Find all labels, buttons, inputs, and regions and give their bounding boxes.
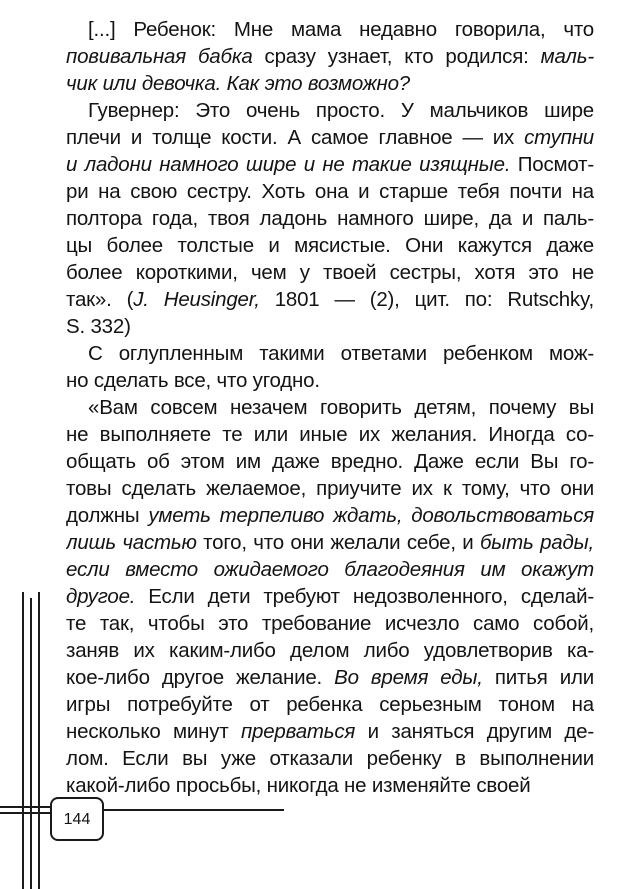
text-run: сразу узнает, кто родился: [252,45,541,68]
text-run: того, что они желали себе, и [196,531,480,554]
text-line [66,475,594,502]
text-run: лом. Если вы уже отказали ребенку в выполнении [66,747,594,770]
text-run: и ладони намного шире и не такие изящные. [66,153,511,176]
footer-rule-1 [0,806,50,808]
text-line [66,772,594,799]
text-line [66,259,594,286]
text-line [66,151,594,178]
text-line [66,286,594,313]
text-run: другое. [66,585,136,608]
text-run: несколько минут [66,720,241,743]
text-run: какой-либо просьбы, никогда не изменяйте своей [66,774,531,797]
text-line [66,43,594,70]
text-run: заняв их каким-либо делом либо удовлетворив ка- [66,639,594,662]
text-run: так». ( [66,288,134,311]
text-line [66,448,594,475]
text-run: не выполняете те или иные их желания. Иногда со- [66,423,594,446]
text-run: если вместо ожидаемого благодеяния им окажут [66,558,594,581]
text-run: J. Heusinger, [133,288,260,311]
text-line [66,745,594,772]
text-run: цы более толстые и мясистые. Они кажутся даже [66,234,594,257]
text-line [66,394,594,421]
text-line [66,502,594,529]
text-line [66,16,594,43]
text-run: S. 332) [66,315,131,338]
text-run: полтора года, твоя ладонь намного шире, да и паль- [66,207,594,230]
footer-rule-2 [0,812,50,814]
text-line [66,556,594,583]
text-run: и заняться другим де- [355,720,594,743]
text-run: кое-либо другое желание. [66,666,335,689]
text-run: повивальная бабка [66,45,253,68]
text-line [66,529,594,556]
text-line [66,124,594,151]
text-run: маль- [540,45,594,68]
text-run: 1801 — (2), цит. по: Rutschky, [259,288,594,311]
text-run: плечи и толще кости. А самое главное — их [66,126,525,149]
text-run: Посмот- [510,153,594,176]
margin-rule-3 [38,592,40,889]
text-line [66,205,594,232]
text-line [66,313,594,340]
text-run: [...] Ребенок: Мне мама недавно говорила, что [88,18,594,41]
text-run: прерваться [240,720,356,743]
text-run: чик или девочка. Как это возможно? [66,72,410,95]
text-run: игры потребуйте от ребенка серьезным тоном на [66,693,594,716]
text-run: Гувернер: Это очень просто. У мальчиков шире [88,99,594,122]
text-run: быть рады, [479,531,594,554]
text-run: общать об этом им даже вредно. Даже если Вы го- [66,450,594,473]
text-run: те так, чтобы это требование исчезло само собой, [66,612,594,635]
text-run: питья или [482,666,594,689]
text-line [66,610,594,637]
margin-rule-1 [22,592,24,889]
text-line [66,583,594,610]
text-run: но сделать все, что угодно. [66,369,320,392]
text-run: лишь частью [66,531,197,554]
text-line [66,97,594,124]
text-run: ступни [524,126,594,149]
text-run: уметь терпеливо ждать, довольствоваться [148,504,594,527]
text-line [66,691,594,718]
text-line [66,178,594,205]
text-run: товы сделать желаемое, приучите их к тому, что они [66,477,594,500]
text-line [66,70,594,97]
text-run: С оглупленным такими ответами ребенком мож- [88,342,594,365]
margin-rule-2 [30,598,32,889]
body-text [66,16,594,799]
text-line [66,367,594,394]
text-run: Если дети требуют недозволенного, сделай- [135,585,594,608]
text-line [66,637,594,664]
text-run: «Вам совсем незачем говорить детям, почему вы [88,396,594,419]
page-number: 144 [50,797,104,841]
text-run: более короткими, чем у твоей сестры, хотя это не [66,261,594,284]
text-run: ри на свою сестру. Хоть она и старше тебя почти на [66,180,594,203]
text-line [66,718,594,745]
text-line [66,340,594,367]
text-line [66,421,594,448]
footer-rule-3 [104,809,284,811]
text-line [66,232,594,259]
text-run: Во время еды, [334,666,483,689]
text-line [66,664,594,691]
text-run: должны [66,504,149,527]
